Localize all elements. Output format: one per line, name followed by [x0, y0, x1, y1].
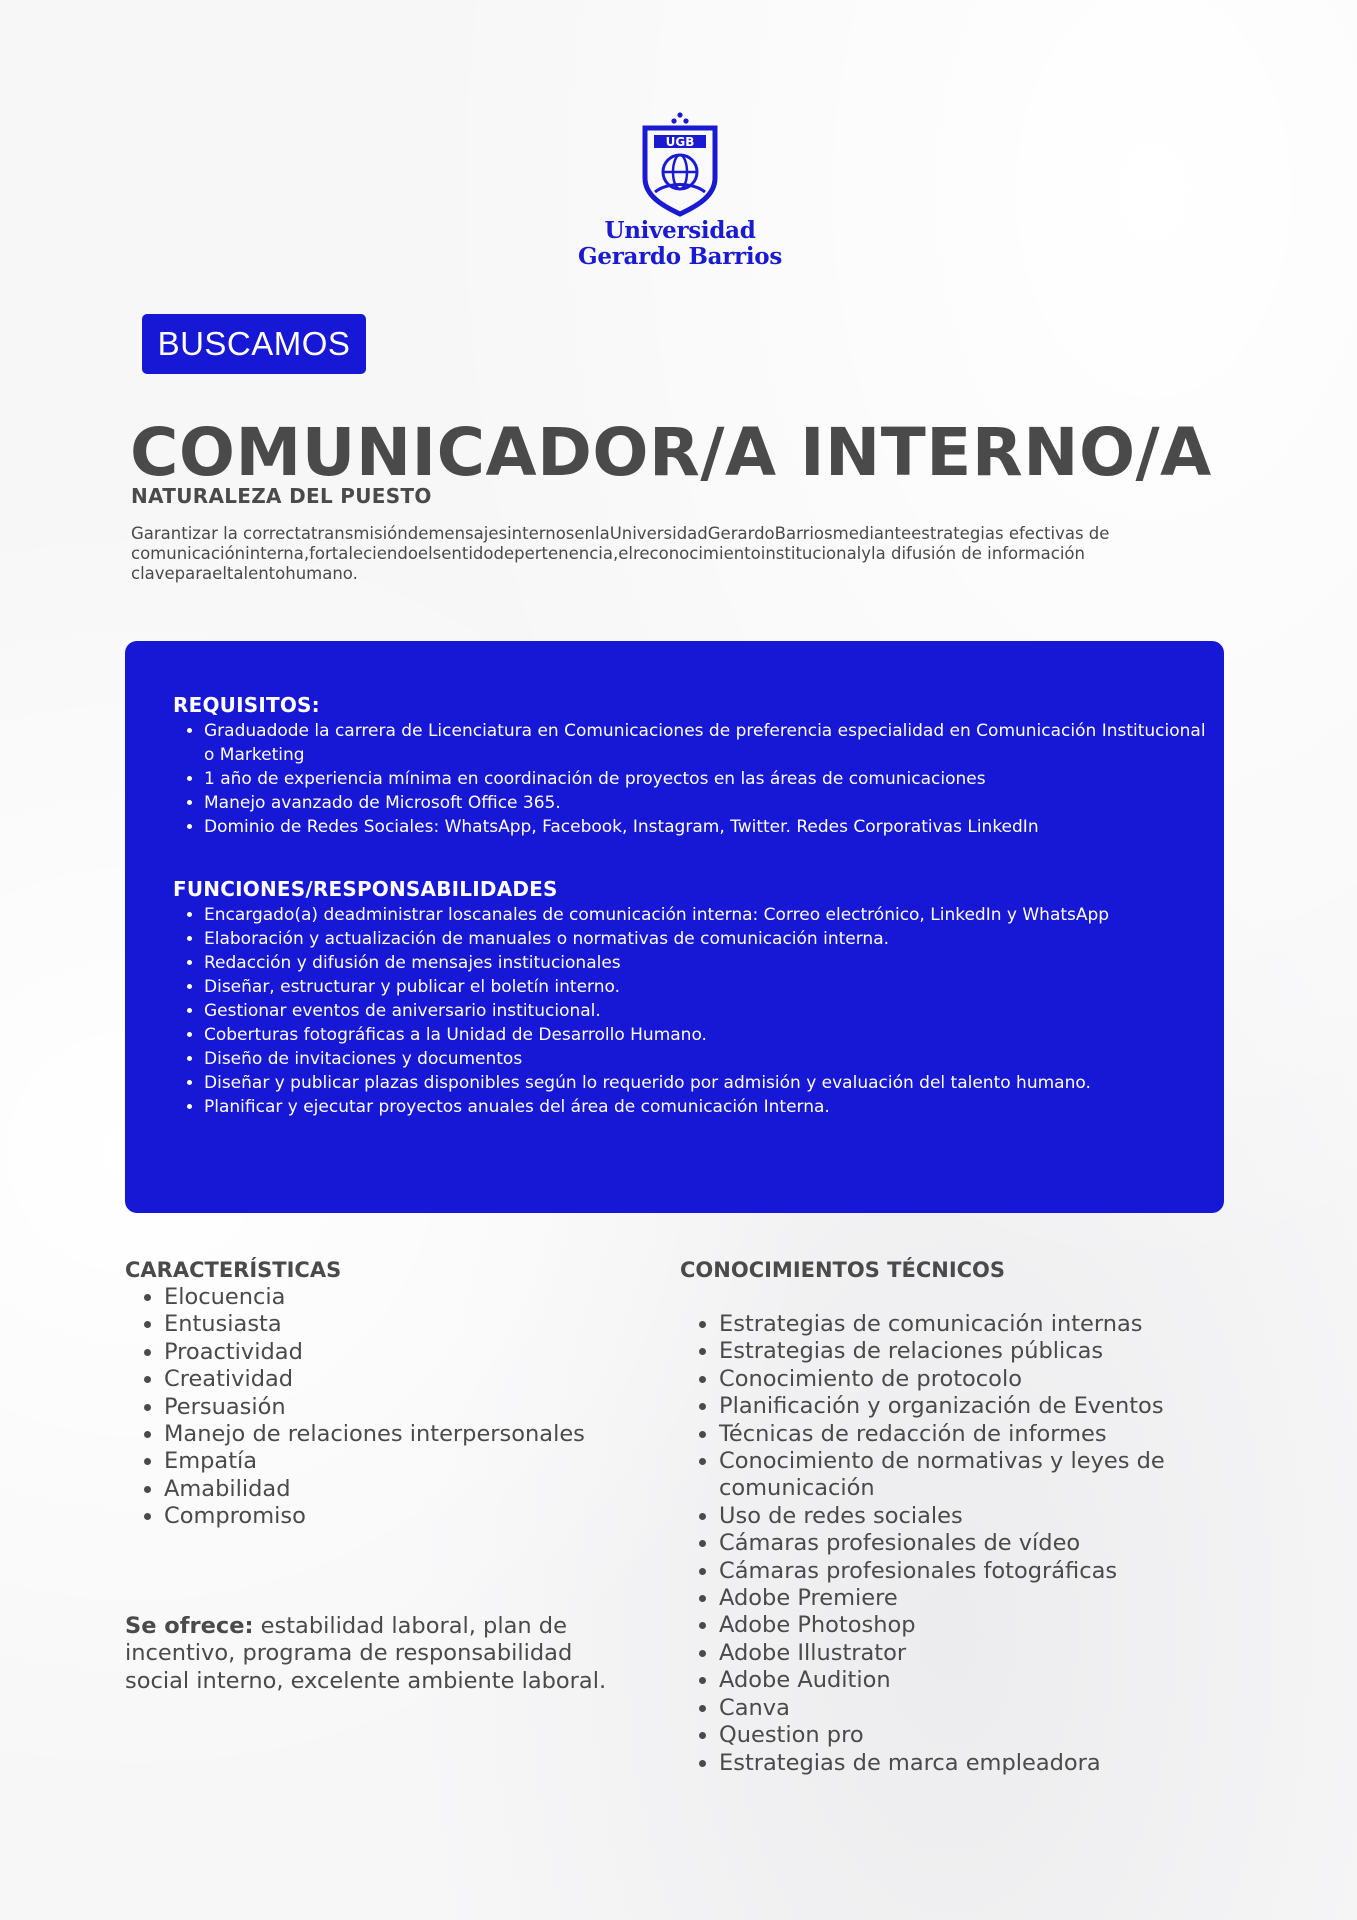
requisitos-list — [173, 719, 1214, 839]
list-item: • Estrategias de relaciones públicas — [719, 1338, 1279, 1365]
list-item: • Dominio de Redes Sociales: WhatsApp, Facebook, Instagram, Twitter. Redes Corporativas LinkedIn — [204, 815, 1214, 839]
list-item: • Gestionar eventos de aniversario institucional. — [204, 999, 1214, 1023]
caracteristicas-list — [125, 1284, 664, 1531]
list-item: • Estrategias de comunicación internas — [719, 1311, 1279, 1338]
offer-text — [125, 1613, 625, 1695]
buscamos-badge: BUSCAMOS — [142, 314, 366, 374]
list-item: • Proactividad — [164, 1339, 664, 1366]
list-item: • Encargado(a) deadministrar loscanales de comunicación interna: Correo electrónico, LinkedIn y WhatsApp — [204, 903, 1214, 927]
list-item: • Conocimiento de protocolo — [719, 1366, 1279, 1393]
list-item: • Elocuencia — [164, 1284, 664, 1311]
university-name-line2: Gerardo Barrios — [578, 243, 782, 270]
list-item: • Diseñar, estructurar y publicar el boletín interno. — [204, 975, 1214, 999]
list-item: • Manejo de relaciones interpersonales — [164, 1421, 664, 1448]
naturaleza-text: Garantizar la correctatransmisióndemensajesinternosenlaUniversidadGerardoBarriosmedianteestrategias efectivas de comunicacióninterna,fortaleciendoelsentidodepertenencia,elreconocimientoinstitucionalyla difusión de información claveparaeltalentohumano. — [131, 524, 1110, 583]
list-item: • Planificar y ejecutar proyectos anuales del área de comunicación Interna. — [204, 1095, 1214, 1119]
offer-label: Se ofrece: — [125, 1613, 254, 1639]
conocimientos-heading: CONOCIMIENTOS TÉCNICOS — [680, 1258, 1006, 1282]
list-item: • Elaboración y actualización de manuales o normativas de comunicación interna. — [204, 927, 1214, 951]
list-item: • Adobe Illustrator — [719, 1640, 1279, 1667]
crest-text: UGB — [665, 135, 695, 149]
conocimientos-list — [680, 1311, 1279, 1777]
list-item: • Adobe Premiere — [719, 1585, 1279, 1612]
naturaleza-heading: NATURALEZA DEL PUESTO — [131, 484, 432, 508]
offer-description: estabilidad laboral, plan de incentivo, programa de responsabilidad social interno, excelente ambiente laboral. — [125, 1613, 607, 1694]
job-title: COMUNICADOR/A INTERNO/A — [130, 414, 1212, 491]
list-item: • Coberturas fotográficas a la Unidad de Desarrollo Humano. — [204, 1023, 1214, 1047]
list-item: • Entusiasta — [164, 1311, 664, 1338]
list-item: • Adobe Photoshop — [719, 1612, 1279, 1639]
list-item: • Persuasión — [164, 1394, 664, 1421]
list-item: • Adobe Audition — [719, 1667, 1279, 1694]
funciones-heading: FUNCIONES/RESPONSABILIDADES — [173, 877, 558, 901]
list-item: • Amabilidad — [164, 1476, 664, 1503]
list-item: • Question pro — [719, 1722, 1279, 1749]
list-item: • Cámaras profesionales de vídeo — [719, 1530, 1279, 1557]
list-item: • Empatía — [164, 1448, 664, 1475]
list-item: • Redacción y difusión de mensajes institucionales — [204, 951, 1214, 975]
university-logo — [570, 110, 790, 270]
list-item: • Uso de redes sociales — [719, 1503, 1279, 1530]
list-item: • Creatividad — [164, 1366, 664, 1393]
list-item: • 1 año de experiencia mínima en coordinación de proyectos en las áreas de comunicaciones — [204, 767, 1214, 791]
requisitos-heading: REQUISITOS: — [173, 693, 320, 717]
list-item: • Diseño de invitaciones y documentos — [204, 1047, 1214, 1071]
list-item: • Manejo avanzado de Microsoft Office 365. — [204, 791, 1214, 815]
list-item: • Graduadode la carrera de Licenciatura en Comunicaciones de preferencia especialidad en Comunicación Institucional o Marketing — [204, 719, 1214, 767]
list-item: • Conocimiento de normativas y leyes de comunicación — [719, 1448, 1279, 1503]
caracteristicas-heading: CARACTERÍSTICAS — [125, 1258, 342, 1282]
list-item: • Planificación y organización de Eventos — [719, 1393, 1279, 1420]
ugb-crest-icon — [641, 110, 719, 218]
list-item: • Cámaras profesionales fotográficas — [719, 1558, 1279, 1585]
requirements-panel — [125, 641, 1224, 1213]
university-name-line1: Universidad — [604, 217, 756, 244]
list-item: • Técnicas de redacción de informes — [719, 1421, 1279, 1448]
list-item: • Estrategias de marca empleadora — [719, 1750, 1279, 1777]
list-item: • Compromiso — [164, 1503, 664, 1530]
list-item: • Canva — [719, 1695, 1279, 1722]
list-item: • Diseñar y publicar plazas disponibles según lo requerido por admisión y evaluación del talento humano. — [204, 1071, 1214, 1095]
funciones-list — [173, 903, 1214, 1119]
